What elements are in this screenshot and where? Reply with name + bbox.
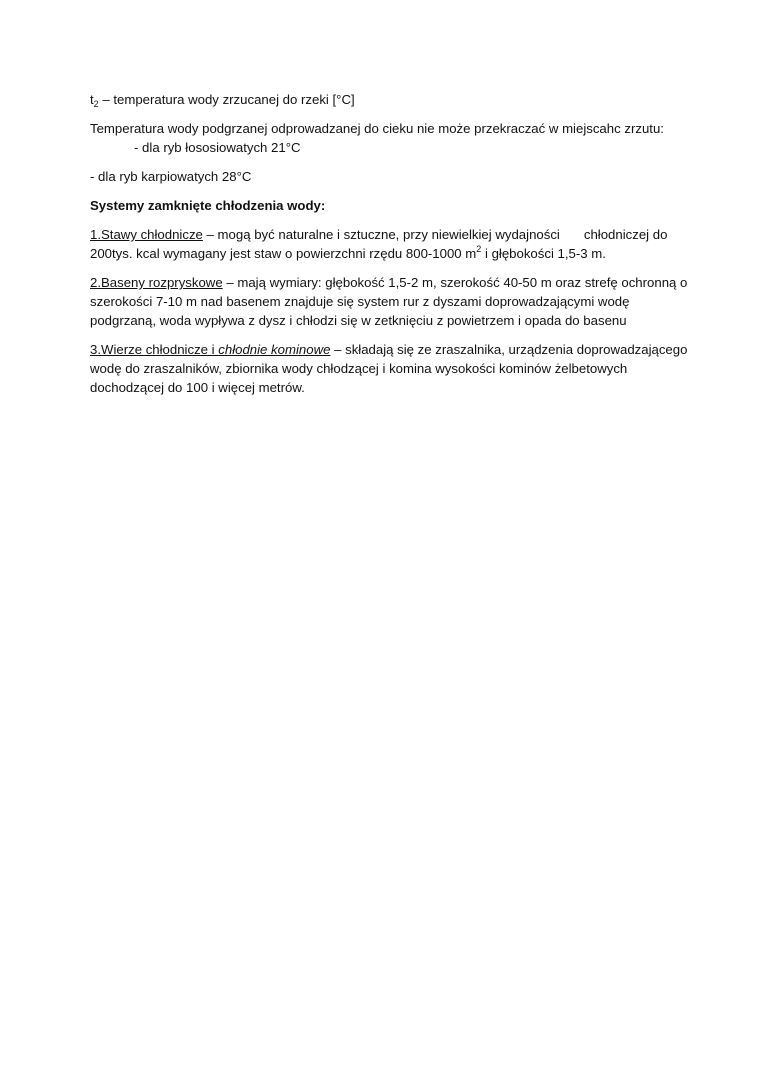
cyprinid-limit: - dla ryb karpiowatych 28°C [90, 169, 252, 184]
spray-ponds-title: 2.Baseny rozpryskowe [90, 275, 223, 290]
square-superscript: 2 [476, 244, 482, 254]
spray-ponds-text-2: szerokości 7-10 m nad basenem znajduje się system rur z dyszami doprowadzającymi wodę [90, 294, 630, 309]
spray-ponds-text-3: podgrzaną, woda wypływa z dysz i chłodzi się w zetknięciu z powietrzem i opada do basenu [90, 313, 627, 328]
cooling-ponds-title: 1.Stawy chłodnicze [90, 227, 203, 242]
item-cooling-ponds [90, 225, 670, 263]
cooling-ponds-text-3: i głębokości 1,5-3 m. [481, 246, 606, 261]
cooling-towers-title: 3.Wierze chłodnicze i [90, 342, 219, 357]
item-cooling-towers [90, 340, 688, 397]
t-subscript: 2 [93, 99, 99, 109]
cooling-towers-text-2: wodę do zraszalników, zbiornika wody chłodzącej i komina wysokości kominów żelbetowych [90, 361, 628, 376]
chimney-coolers-title: chłodnie kominowe [218, 342, 331, 357]
spray-ponds-text-1: – mają wymiary: głębokość 1,5-2 m, szerokość 40-50 m oraz strefę ochronną o [222, 275, 688, 290]
t-symbol: t [90, 92, 94, 107]
cooling-ponds-text-1: – mogą być naturalne i sztuczne, przy niewielkiej wydajności [202, 227, 560, 242]
t2-definition [90, 90, 670, 109]
cooling-ponds-text-2: 200tys. kcal wymagany jest staw o powierzchni rzędu 800-1000 m [90, 246, 477, 261]
document-page [90, 90, 688, 407]
cooling-towers-text-3: dochodzącej do 100 i więcej metrów. [90, 380, 305, 395]
item-spray-ponds [90, 273, 688, 330]
cooling-ponds-text-1-end: chłodniczej do [583, 227, 668, 242]
section-heading: Systemy zamknięte chłodzenia wody: [90, 198, 326, 213]
temperature-paragraph [90, 119, 670, 157]
t2-description: – temperatura wody zrzucanej do rzeki [°C] [98, 92, 355, 107]
salmonid-limit: - dla ryb łososiowatych 21°C [134, 140, 301, 155]
cooling-towers-text-1: – składają się ze zraszalnika, urządzenia doprowadzającego [330, 342, 688, 357]
temperature-intro: Temperatura wody podgrzanej odprowadzanej do cieku nie może przekraczać w miejscahc zrzutu: [90, 121, 664, 136]
